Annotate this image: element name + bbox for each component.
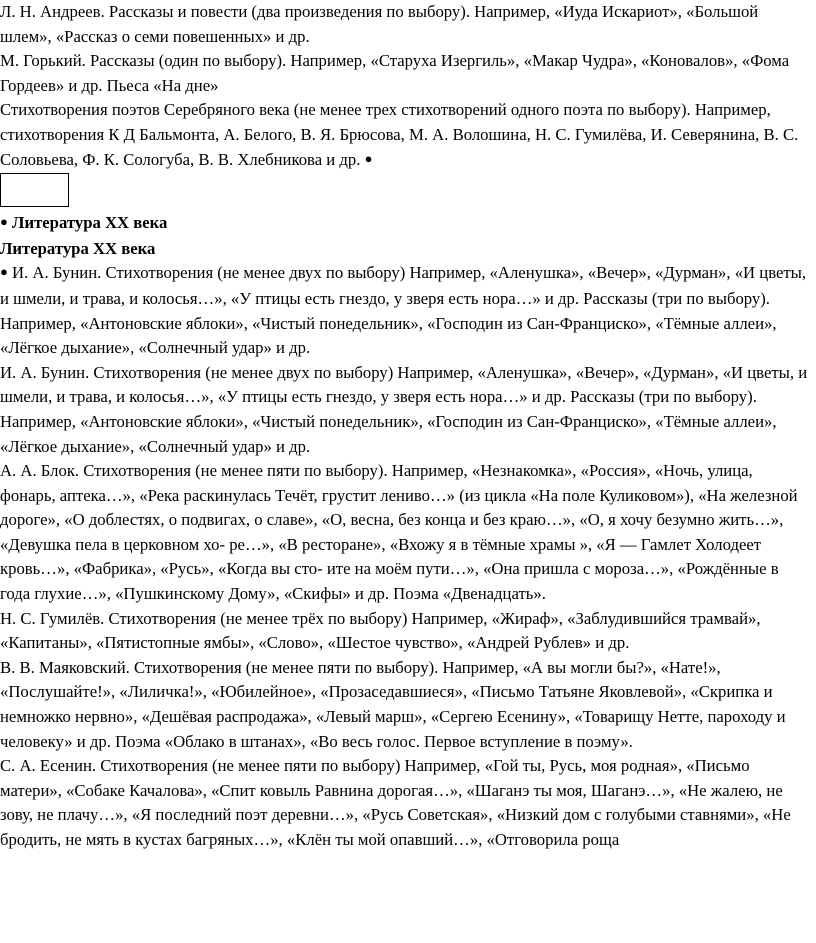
bullet-icon: ● xyxy=(0,264,8,280)
paragraph-bunin-text: И. А. Бунин. Стихотворения (не менее двух по выбору) Например, «Аленушка», «Вечер», «Дурман», «И цветы, и шмели, и трава, и колосья…», «У птицы есть гнездо, у зверя есть нора…» и др. Рассказы (три по выбору). Например, «Антоновские яблоки», «Чистый понедельник», «Господин из Сан-Франциско», «Тёмные аллеи», «Лёгкое дыхание», «Солнечный удар» и др. xyxy=(0,362,808,456)
paragraph-gumilev-text: Н. С. Гумилёв. Стихотворения (не менее трёх по выбору) Например, «Жираф», «Заблудившийся трамвай», «Капитаны», «Пятистопные ямбы», «Слово», «Шестое чувство», «Андрей Рублев» и др. xyxy=(0,608,761,653)
section-heading-text: Литература XX века xyxy=(0,238,156,258)
paragraph-esenin xyxy=(0,754,810,852)
paragraph-gumilev xyxy=(0,607,810,656)
paragraph-silver-age-text: Стихотворения поэтов Серебряного века (не менее трех стихотворений одного поэта по выбору). Например, стихотворения К Д Бальмонта, А. Белого, В. Я. Брюсова, М. А. Волошина, Н. С. Гумилёва, И. Северянина, В. С. Соловьева, Ф. К. Сологуба, В. В. Хлебникова и др. xyxy=(0,100,799,169)
paragraph-blok xyxy=(0,459,810,607)
paragraph-esenin-text: С. А. Есенин. Стихотворения (не менее пяти по выбору) Например, «Гой ты, Русь, моя родная», «Письмо матери», «Собаке Качалова», «Спит ковыль Равнина дорогая…», «Шаганэ ты моя, Шаганэ…», «Не жалею, не зову, не плачу…», «Я последний поэт деревни…», «Русь Советская», «Низкий дом с голубыми ставнями», «Не бродить, не мять в кустах багряных…», «Клён ты мой опавший…», «Отговорила роща xyxy=(0,756,791,849)
paragraph-mayakovsky-text: В. В. Маяковский. Стихотворения (не менее пяти по выбору). Например, «А вы могли бы?», «Нате!», «Послушайте!», «Лиличка!», «Юбилейное», «Прозаседавшиеся», «Письмо Татьяне Яковлевой», «Скрипка и немножко нервно», «Дешёвая распродажа», «Левый марш», «Сергею Есенину», «Товарищу Нетте, пароходу и человеку» и др. Поэма «Облако в штанах», «Во весь голос. Первое вступление в поэму». xyxy=(0,657,786,751)
paragraph-gorky xyxy=(0,49,810,98)
paragraph-bunin xyxy=(0,361,810,459)
paragraph-bunin-bulleted xyxy=(0,261,810,360)
paragraph-silver-age xyxy=(0,98,810,173)
paragraph-andreev-text: Л. Н. Андреев. Рассказы и повести (два произведения по выбору). Например, «Иуда Искариот», «Большой шлем», «Рассказ о семи повешенных» и др. xyxy=(0,2,759,46)
empty-frame xyxy=(0,173,69,207)
section-heading-bulleted-text: Литература XX века xyxy=(12,213,168,233)
section-heading xyxy=(0,237,810,262)
paragraph-bunin-bulleted-text: И. А. Бунин. Стихотворения (не менее двух по выбору) Например, «Аленушка», «Вечер», «Дурман», «И цветы, и шмели, и трава, и колосья…», «У птицы есть гнездо, у зверя есть нора…» и др. Рассказы (три по выбору). Например, «Антоновские яблоки», «Чистый понедельник», «Господин из Сан-Франциско», «Тёмные аллеи», «Лёгкое дыхание», «Солнечный удар» и др. xyxy=(0,263,807,358)
paragraph-andreev xyxy=(0,0,810,49)
bullet-icon: ● xyxy=(0,214,8,230)
paragraph-blok-text: А. А. Блок. Стихотворения (не менее пяти по выбору). Например, «Незнакомка», «Россия», «Ночь, улица, фонарь, аптека…», «Река раскинулась Течёт, грустит лениво…» (из цикла «На поле Куликовом»), «На железной дороге», «О доблестях, о подвигах, о славе», «О, весна, без конца и без краю…», «О, я хочу безумно жить…», «Девушка пела в церковном хо- ре…», «В ресторане», «Вхожу я в тёмные храмы », «Я — Гамлет Холодеет кровь…», «Фабрика», «Русь», «Когда вы сто- ите на моём пути…», «Она пришла с мороза…», «Рождённые в года глухие…», «Пушкинскому Дому», «Скифы» и др. Поэма «Двенадцать». xyxy=(0,461,798,604)
paragraph-mayakovsky xyxy=(0,656,810,754)
paragraph-gorky-text: М. Горький. Рассказы (один по выбору). Например, «Старуха Изергиль», «Макар Чудра», «Коновалов», «Фома Гордеев» и др. Пьеса «На дне» xyxy=(0,51,790,95)
bullet-icon: ● xyxy=(364,150,373,166)
section-heading-bulleted xyxy=(0,211,810,237)
